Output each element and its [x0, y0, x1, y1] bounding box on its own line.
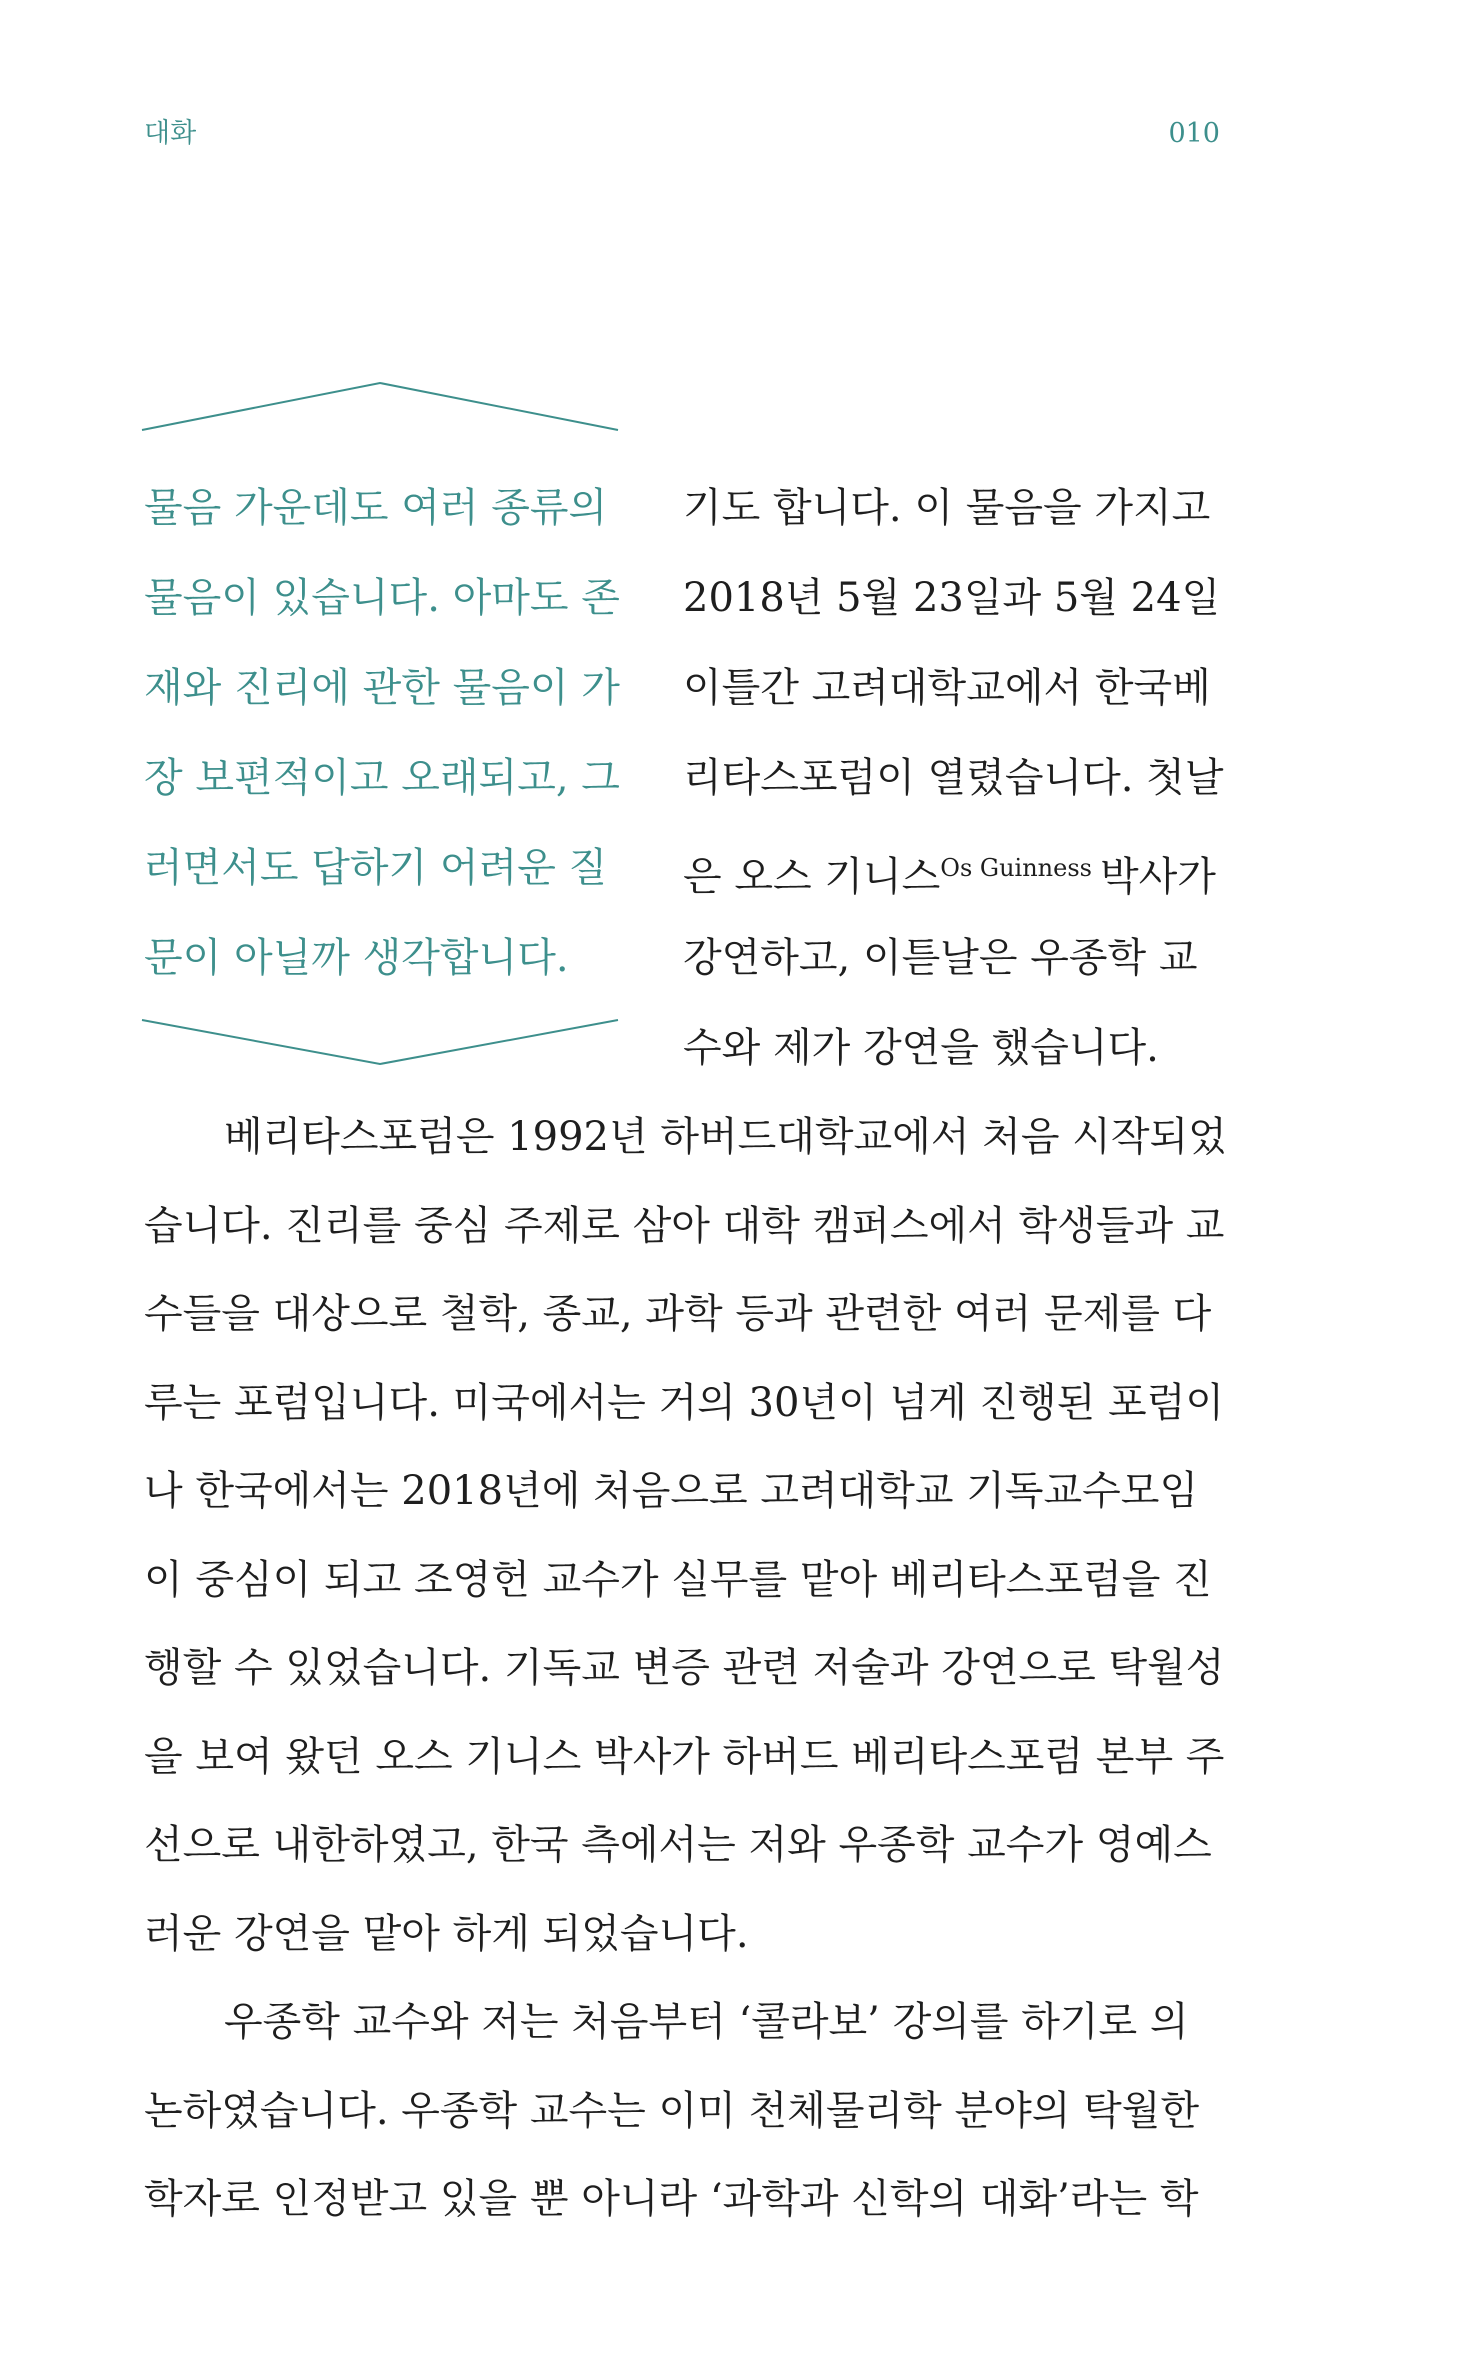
text-line: 나 한국에서는 2018년에 처음으로 고려대학교 기독교수모임 [144, 1468, 1199, 1514]
text-line: 학자로 인정받고 있을 뿐 아니라 ‘과학과 신학의 대화’라는 학 [144, 2176, 1199, 2222]
pull-quote-line: 문이 아닐까 생각합니다. [144, 935, 569, 981]
english-name: Os Guinness [940, 854, 1092, 882]
text-line: 2018년 5월 23일과 5월 24일 [683, 575, 1221, 621]
text-line: 기도 합니다. 이 물음을 가지고 [683, 485, 1211, 531]
pull-quote-top-chevron [142, 383, 618, 430]
pull-quote-line: 재와 진리에 관한 물음이 가 [144, 665, 620, 711]
pull-quote-bottom-chevron [142, 1020, 618, 1064]
text-segment: 은 오스 기니스 [683, 854, 941, 900]
text-line-with-name [683, 823, 1223, 913]
text-line: 리타스포럼이 열렸습니다. 첫날 [683, 755, 1224, 801]
right-column-text [683, 463, 1223, 1093]
pull-quote-line: 러면서도 답하기 어려운 질 [144, 845, 608, 891]
body-text [144, 1093, 1227, 2244]
text-line: 논하였습니다. 우종학 교수는 이미 천체물리학 분야의 탁월한 [144, 2087, 1200, 2134]
text-line: 을 보여 왔던 오스 기니스 박사가 하버드 베리타스포럼 본부 주 [144, 1733, 1225, 1780]
text-line: 이틀간 고려대학교에서 한국베 [683, 665, 1211, 711]
text-line: 이 중심이 되고 조영헌 교수가 실무를 맡아 베리타스포럼을 진 [144, 1556, 1212, 1603]
page-number: 010 [1168, 118, 1220, 149]
text-line: 선으로 내한하였고, 한국 측에서는 저와 우종학 교수가 영예스 [144, 1822, 1212, 1868]
text-line: 수들을 대상으로 철학, 종교, 과학 등과 관련한 여러 문제를 다 [144, 1291, 1212, 1337]
paragraph-first-line: 우종학 교수와 저는 처음부터 ‘콜라보’ 강의를 하기로 의 [224, 1999, 1189, 2045]
text-line: 강연하고, 이튿날은 우종학 교 [683, 935, 1198, 981]
paragraph-first-line: 베리타스포럼은 1992년 하버드대학교에서 처음 시작되었 [224, 1114, 1227, 1160]
pull-quote [144, 463, 629, 1003]
text-segment: 박사가 [1099, 854, 1216, 900]
text-line: 러운 강연을 맡아 하게 되었습니다. [144, 1910, 749, 1957]
pull-quote-line: 장 보편적이고 오래되고, 그 [144, 755, 620, 801]
pull-quote-line: 물음이 있습니다. 아마도 존 [144, 575, 620, 621]
text-line: 행할 수 있었습니다. 기독교 변증 관련 저술과 강연으로 탁월성 [144, 1645, 1225, 1691]
text-line: 루는 포럼입니다. 미국에서는 거의 30년이 넘게 진행된 포럼이 [144, 1379, 1224, 1426]
pull-quote-line: 물음 가운데도 여러 종류의 [144, 485, 608, 531]
text-line: 수와 제가 강연을 했습니다. [683, 1025, 1159, 1071]
running-header-section: 대화 [144, 118, 197, 149]
text-line: 습니다. 진리를 중심 주제로 삼아 대학 캠퍼스에서 학생들과 교 [144, 1202, 1225, 1249]
